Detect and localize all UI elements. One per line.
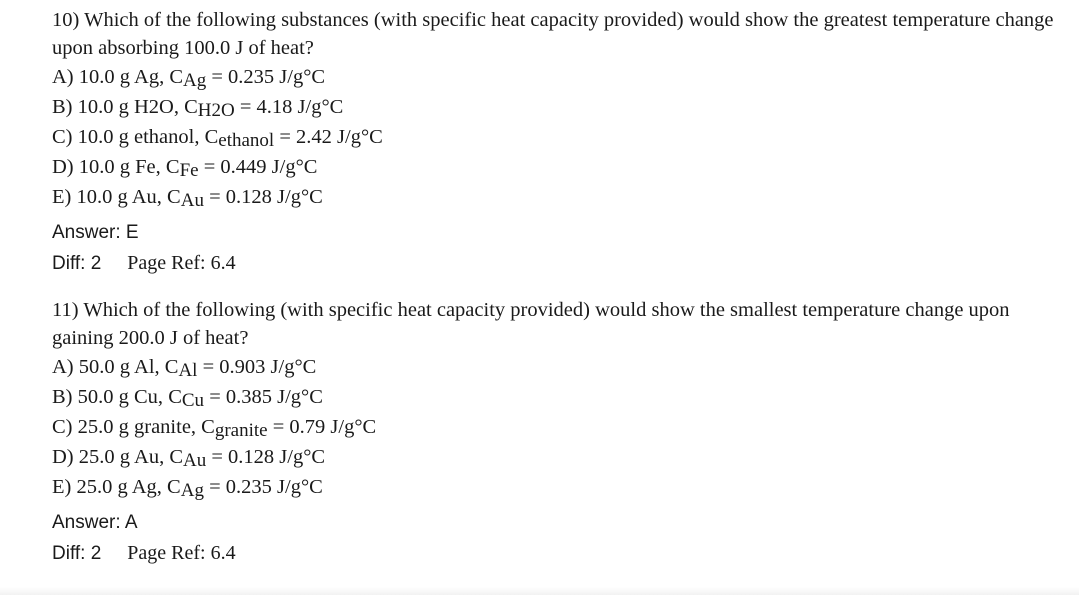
heat-capacity-subscript: Al (178, 360, 198, 381)
choice-c (52, 122, 1072, 152)
choice-e (52, 182, 1072, 212)
heat-capacity-value: = 0.449 J/g°C (203, 156, 318, 178)
choice-label: B) (52, 386, 73, 408)
choice-label: A) (52, 356, 74, 378)
answer-line: Answer: E (52, 222, 139, 243)
difficulty: Diff: 2 (52, 253, 102, 274)
bottom-edge (0, 587, 1079, 595)
choice-c (52, 412, 1072, 442)
choice-label: D) (52, 156, 74, 178)
choice-substance: 10.0 g H2O, (77, 96, 179, 118)
question-text (52, 6, 1072, 62)
choice-e (52, 472, 1072, 502)
choice-label: B) (52, 96, 73, 118)
question-11 (52, 296, 1072, 568)
heat-capacity-subscript: ethanol (218, 130, 275, 151)
heat-capacity-value: = 0.235 J/g°C (209, 476, 323, 498)
heat-capacity-symbol: C (167, 186, 181, 208)
choice-label: A) (52, 66, 74, 88)
heat-capacity-symbol: C (164, 356, 179, 378)
heat-capacity-value: = 0.128 J/g°C (211, 446, 326, 468)
choice-label: E) (52, 186, 72, 208)
choice-substance: 10.0 g Au, (76, 186, 162, 208)
choice-b (52, 92, 1072, 122)
heat-capacity-subscript: Au (180, 190, 204, 211)
choice-substance: 25.0 g Au, (78, 446, 165, 468)
question-number: 10) (52, 9, 80, 31)
page-ref: Page Ref: 6.4 (127, 252, 236, 274)
heat-capacity-symbol: C (169, 446, 184, 468)
heat-capacity-symbol: C (165, 156, 180, 178)
answer-block (52, 218, 1072, 278)
choice-b (52, 382, 1072, 412)
choice-list (52, 62, 1072, 212)
choice-label: C) (52, 416, 73, 438)
heat-capacity-value: = 0.385 J/g°C (209, 386, 323, 408)
choice-substance: 10.0 g Ag, (78, 66, 165, 88)
question-stem: Which of the following substances (with specific heat capacity provided) would show the greatest temperature change upon absorbing 100.0 J of heat? (52, 9, 1054, 59)
choice-label: D) (52, 446, 74, 468)
heat-capacity-value: = 0.235 J/g°C (211, 66, 326, 88)
question-number: 11) (52, 299, 79, 321)
difficulty: Diff: 2 (52, 543, 102, 564)
heat-capacity-value: = 0.128 J/g°C (209, 186, 323, 208)
heat-capacity-value: = 4.18 J/g°C (239, 96, 344, 118)
choice-substance: 25.0 g granite, (77, 416, 197, 438)
difficulty-line (52, 538, 1072, 568)
choice-list (52, 352, 1072, 502)
heat-capacity-value: = 0.903 J/g°C (202, 356, 317, 378)
answer-block (52, 508, 1072, 568)
choice-a (52, 352, 1072, 382)
heat-capacity-symbol: C (169, 66, 184, 88)
page-ref: Page Ref: 6.4 (127, 542, 236, 564)
choice-substance: 50.0 g Al, (78, 356, 160, 378)
choice-substance: 50.0 g Cu, (77, 386, 164, 408)
choice-label: E) (52, 476, 72, 498)
heat-capacity-value: = 2.42 J/g°C (279, 126, 383, 148)
heat-capacity-symbol: C (168, 386, 182, 408)
heat-capacity-symbol: C (204, 126, 219, 148)
choice-a (52, 62, 1072, 92)
heat-capacity-subscript: H2O (197, 100, 235, 121)
heat-capacity-subscript: Au (183, 450, 207, 471)
answer-line: Answer: A (52, 512, 138, 533)
heat-capacity-value: = 0.79 J/g°C (272, 416, 377, 438)
question-text (52, 296, 1072, 352)
choice-d (52, 442, 1072, 472)
choice-substance: 25.0 g Ag, (76, 476, 162, 498)
document-page (52, 6, 1072, 564)
heat-capacity-subscript: Cu (181, 390, 205, 411)
heat-capacity-subscript: granite (214, 420, 268, 441)
heat-capacity-symbol: C (184, 96, 198, 118)
heat-capacity-subscript: Ag (180, 480, 204, 501)
heat-capacity-symbol: C (167, 476, 181, 498)
choice-d (52, 152, 1072, 182)
heat-capacity-subscript: Ag (183, 70, 207, 91)
question-stem: Which of the following (with specific heat capacity provided) would show the smallest temperature change upon gaining 200.0 J of heat? (52, 299, 1010, 349)
heat-capacity-symbol: C (201, 416, 215, 438)
choice-substance: 10.0 g Fe, (78, 156, 161, 178)
heat-capacity-subscript: Fe (179, 160, 199, 181)
choice-label: C) (52, 126, 73, 148)
difficulty-line (52, 248, 1072, 278)
choice-substance: 10.0 g ethanol, (77, 126, 200, 148)
question-10 (52, 6, 1072, 278)
